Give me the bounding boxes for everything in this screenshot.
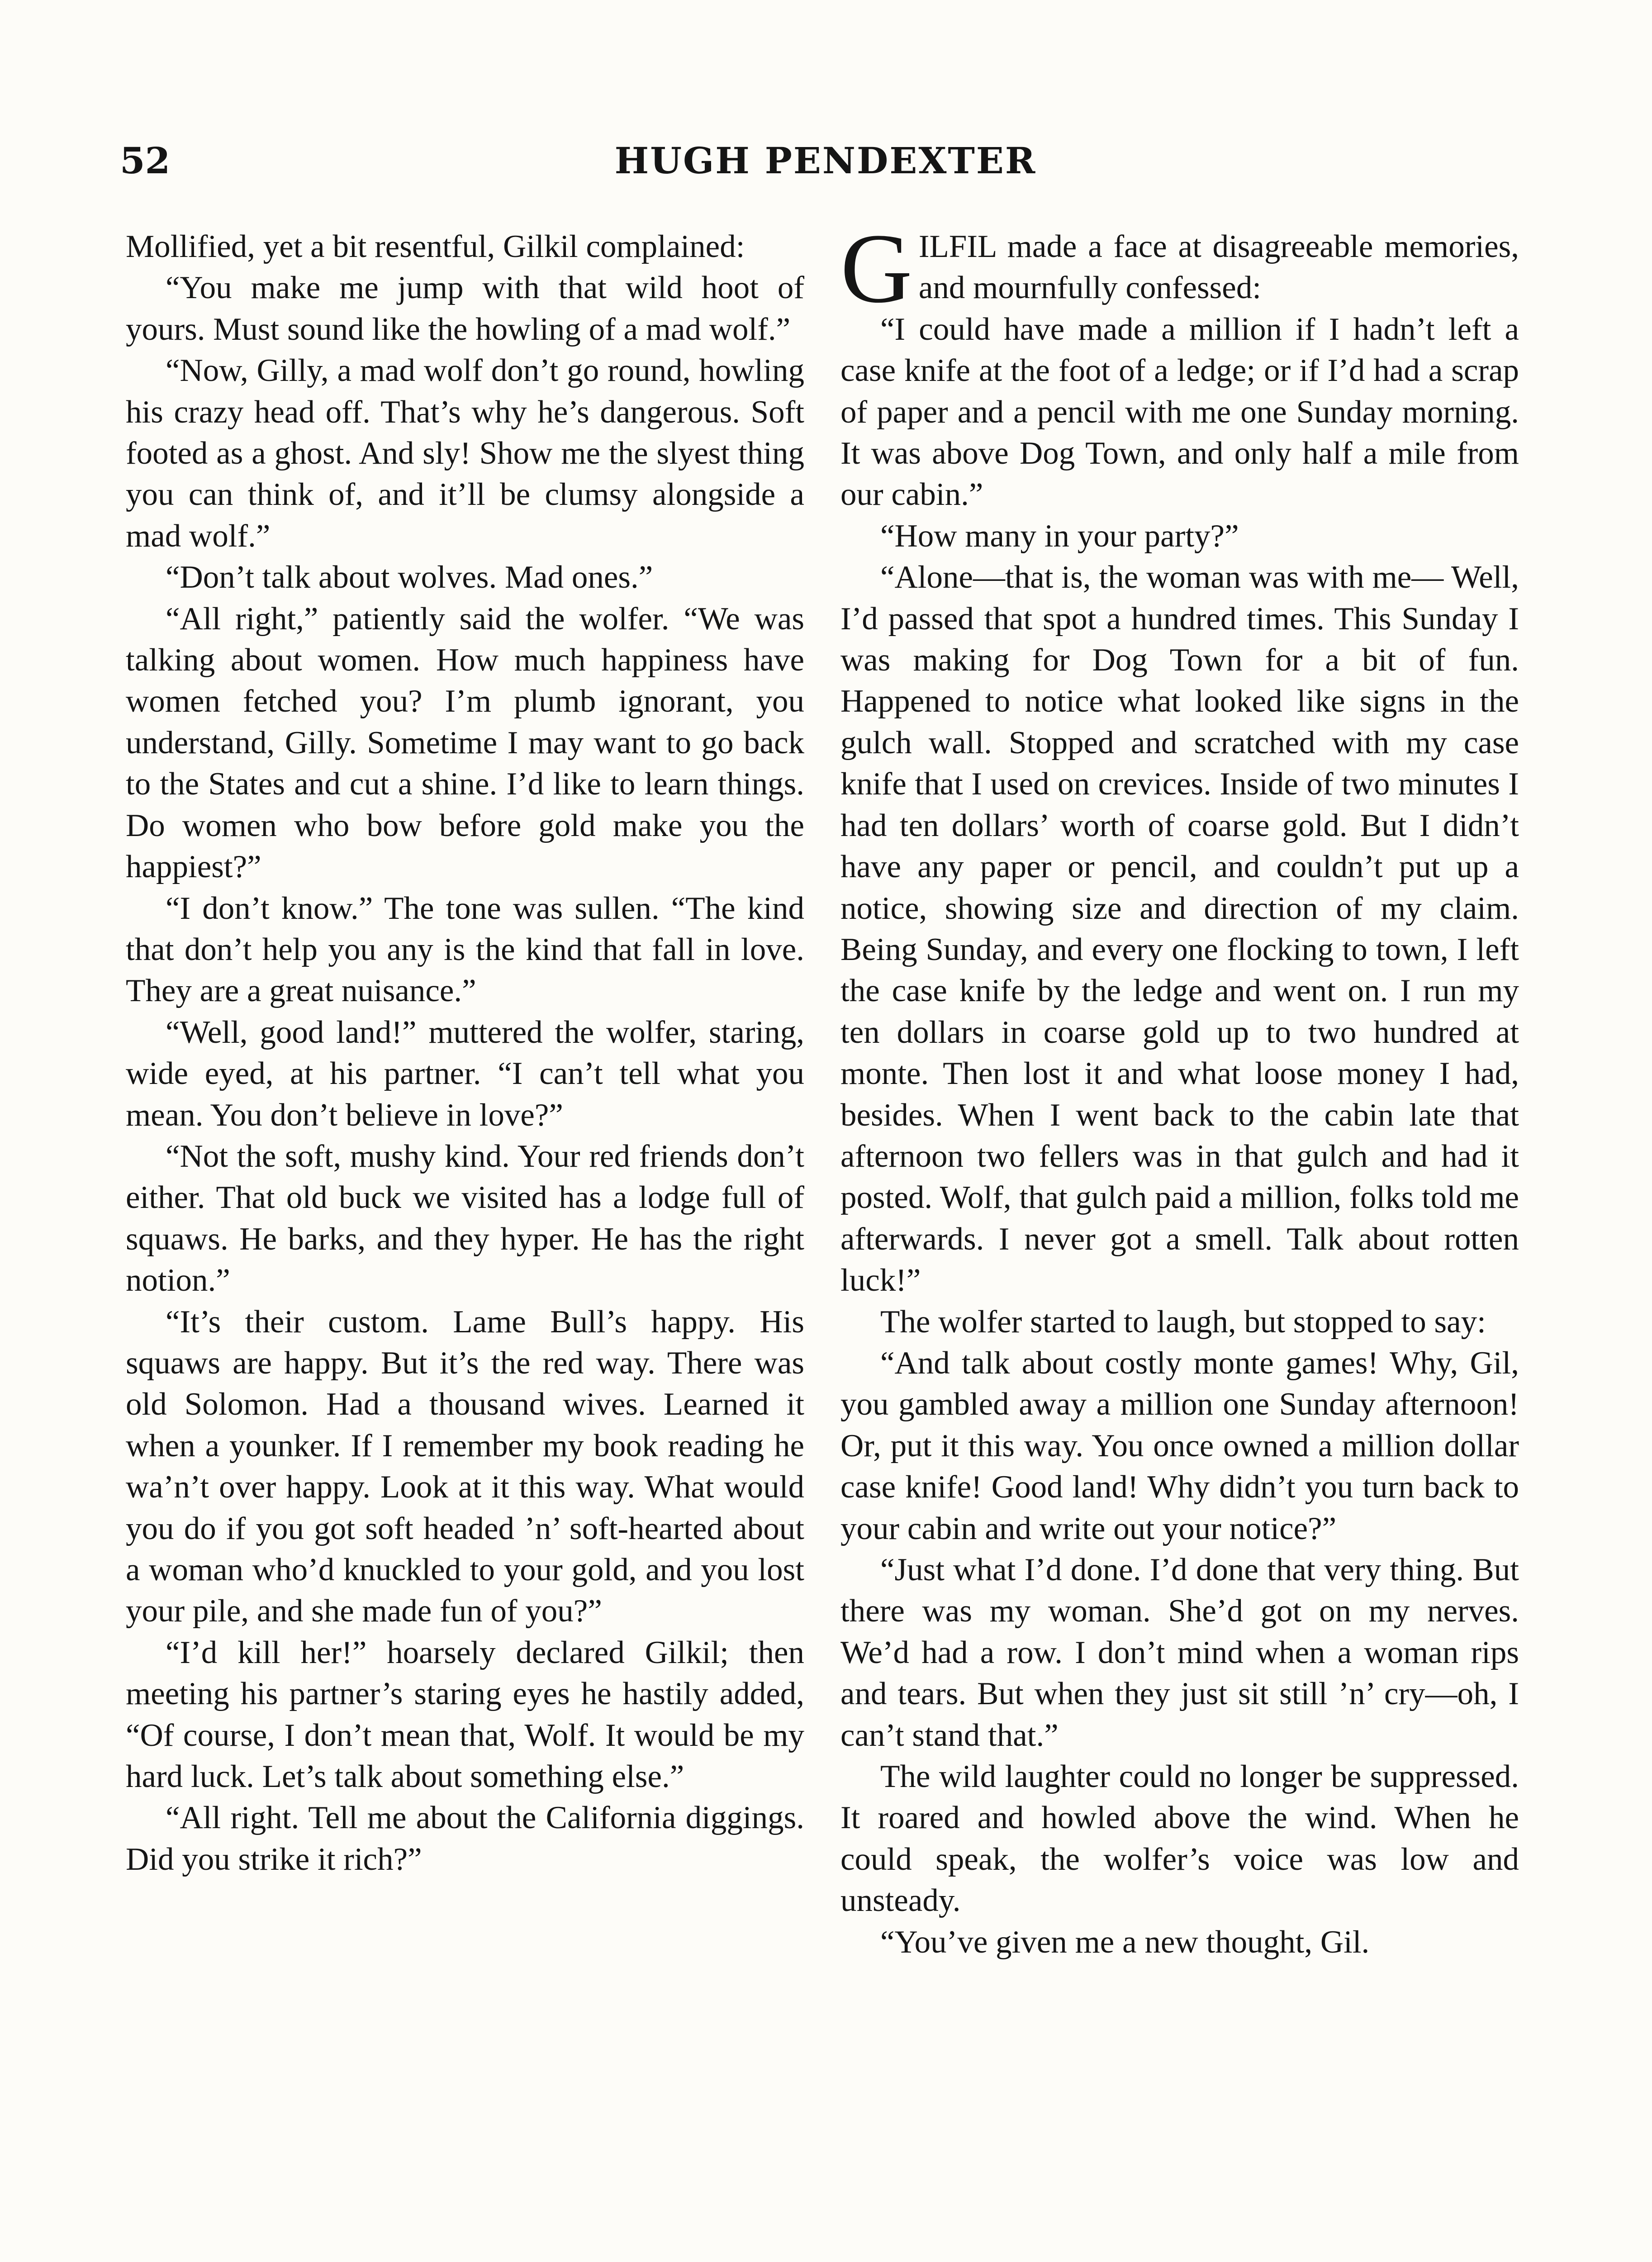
- paragraph: “Well, good land!” muttered the wolfer, staring, wide eyed, at his partner. “I can’t tell what you mean. You don’t believe in love?”: [126, 1014, 804, 1133]
- paragraph: “How many in your party?”: [880, 518, 1239, 554]
- paragraph: “Alone—that is, the woman was with me— Well, I’d passed that spot a hundred times. This Sunday I was making for Dog Town for a bit of fun. Happened to notice what looked like signs in the gulch wall. Stopped and scratched with my case knife that I used on crevices. Inside of two minutes I had ten dollars’ worth of coarse gold. But I didn’t have any paper or pencil, and couldn’t put up a notice, showing size and direction of my claim. Being Sunday, and every one flocking to town, I left the case knife by the ledge and went on. I run my ten dollars in coarse gold up to two hundred at monte. Then lost it and what loose money I had, besides. When I went back to the cabin late that afternoon two fellers was in that gulch and had it posted. Wolf, that gulch paid a million, folks told me afterwards. I never got a smell. Talk about rotten luck!”: [840, 560, 1519, 1298]
- drop-cap: G: [840, 213, 912, 323]
- paragraph: Mollified, yet a bit resentful, Gilkil complained:: [126, 229, 745, 264]
- paragraph: “I’d kill her!” hoarsely declared Gilkil; then meeting his partner’s staring eyes he hastily added, “Of course, I don’t mean that, Wolf. It would be my hard luck. Let’s talk about something else.”: [126, 1635, 804, 1795]
- opening-text: ILFIL made a face at disagreeable memories, and mournfully confessed:: [918, 229, 1519, 306]
- paragraph: “And talk about costly monte games! Why, Gil, you gambled away a million one Sunday afternoon! Or, put it this way. You once owned a million dollar case knife! Good land! Why didn’t you turn back to your cabin and write out your notice?”: [840, 1345, 1519, 1546]
- paragraph: “Don’t talk about wolves. Mad ones.”: [166, 560, 653, 595]
- paragraph: “Not the soft, mushy kind. Your red friends don’t either. That old buck we visited has a lodge full of squaws. He barks, and they hyper. He has the right notion.”: [126, 1138, 804, 1298]
- paragraph: “You make me jump with that wild hoot of yours. Must sound like the howling of a mad wolf.”: [126, 270, 804, 347]
- page-header: [120, 136, 1531, 185]
- paragraph: “All right. Tell me about the California diggings. Did you strike it rich?”: [126, 1800, 804, 1877]
- paragraph: “All right,” patiently said the wolfer. “We was talking about women. How much happiness have women fetched you? I’m plumb ignorant, you understand, Gilly. Sometime I may want to go back to the States and cut a shine. I’d like to learn things. Do women who bow before gold make you the happiest?”: [126, 601, 804, 885]
- right-column: [840, 213, 1519, 1963]
- left-column: [126, 226, 804, 1880]
- paragraph: “I don’t know.” The tone was sullen. “The kind that don’t help you any is the kind that fall in love. They are a great nuisance.”: [126, 890, 804, 1009]
- paragraph: “You’ve given me a new thought, Gil.: [880, 1924, 1370, 1960]
- paragraph: “It’s their custom. Lame Bull’s happy. His squaws are happy. But it’s the red way. There was old Solomon. Had a thousand wives. Learned it when a younker. If I remember my book reading he wa’n’t over happy. Look at it this way. What would you do if you got soft headed ’n’ soft-hearted about a woman who’d knuckled to your gold, and you lost your pile, and she made fun of you?”: [126, 1304, 804, 1629]
- page-number: 52: [120, 139, 171, 182]
- paragraph: The wild laughter could no longer be suppressed. It roared and howled above the wind. When he could speak, the wolfer’s voice was low and unsteady.: [840, 1759, 1519, 1919]
- paragraph: “Just what I’d done. I’d done that very thing. But there was my woman. She’d got on my nerves. We’d had a row. I don’t mind when a woman rips and tears. But when they just sit still ’n’ cry—oh, I can’t stand that.”: [840, 1552, 1519, 1753]
- paragraph: “Now, Gilly, a mad wolf don’t go round, howling his crazy head off. That’s why he’s dangerous. Soft footed as a ghost. And sly! Show me the slyest thing you can think of, and it’ll be clumsy alongside a mad wolf.”: [126, 353, 804, 554]
- paragraph: “I could have made a million if I hadn’t left a case knife at the foot of a ledge; or if I’d had a scrap of paper and a pencil with me one Sunday morning. It was above Dog Town, and only half a mile from our cabin.”: [840, 311, 1519, 513]
- paragraph: The wolfer started to laugh, but stopped to say:: [880, 1304, 1486, 1340]
- opening-paragraph: [840, 213, 1519, 323]
- running-head: HUGH PENDEXTER: [614, 139, 1037, 182]
